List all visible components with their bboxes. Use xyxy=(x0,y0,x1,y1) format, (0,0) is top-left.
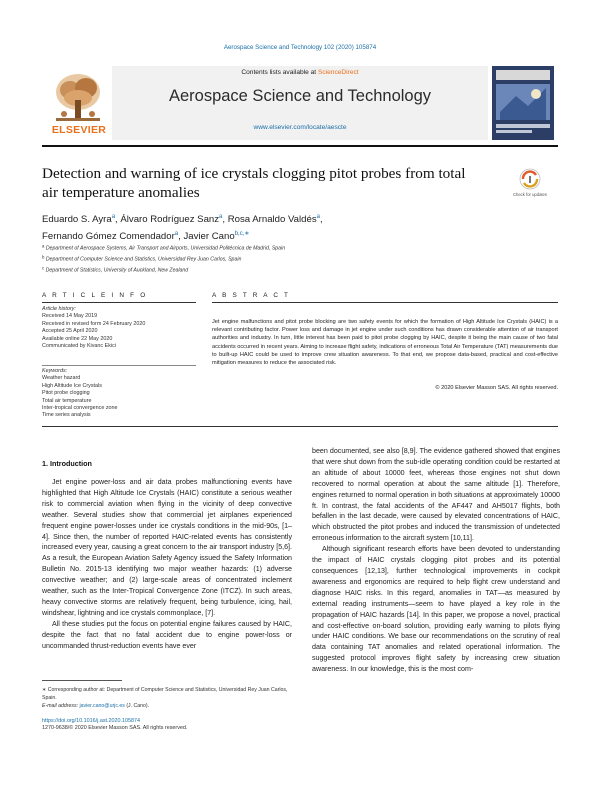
journal-homepage-link[interactable]: www.elsevier.com/locate/aescte xyxy=(253,124,347,131)
email-suffix: (J. Cano). xyxy=(126,703,150,710)
elsevier-tree-logo-icon xyxy=(48,70,108,128)
abstract-text: Jet engine malfunctions and pitot probe blocking are two safety events for which the formation of High Altitude Ice Crystals (HAIC) is a relevant contributing factor. Power loss and damage in jet engine under such conditions has drawn considerable attention of air transport authorities and industry. In turn, little interest has been paid to pitot probe clogging by HAIC, despite it being the main cause of two fatal accidents occurred in recent years. Aiming to increase flight safety, indications of erroneous Total Air Temperature (TAT) measurements due to built-up HAIC could be used to improve crew situation awareness. To that end, we propose data-based, practical and cost-effective mitigation measures to reduce the associated risk. xyxy=(212,319,558,367)
journal-reference[interactable]: Aerospace Science and Technology 102 (2020) 105874 xyxy=(223,44,377,51)
author-name[interactable]: Javier Cano xyxy=(183,231,235,243)
journal-cover-image-icon xyxy=(492,66,554,140)
article-info-heading: A R T I C L E I N F O xyxy=(42,292,148,299)
issn-line: 1270-9638/© 2020 Elsevier Masson SAS. All rights reserved. xyxy=(42,725,188,731)
front-matter-bottom-rule xyxy=(42,426,558,427)
journal-homepage-line xyxy=(112,124,488,131)
check-for-updates-label[interactable]: Check for updates xyxy=(513,192,547,197)
author-affiliation-mark: a xyxy=(111,214,116,220)
keyword-item: Total air temperature xyxy=(42,397,92,404)
affiliation-item: $^a$ Department of Aerospace Systems, Air Transport and Airports, Universidad Politécnica de Madrid, Spain xyxy=(42,243,286,252)
history-item: Received 14 May 2019 xyxy=(42,313,98,320)
section-heading-introduction: 1. Introduction xyxy=(42,459,92,468)
check-for-updates-icon[interactable] xyxy=(505,166,555,206)
keyword-item: High Altitude Ice Crystals xyxy=(42,382,102,389)
affiliation-item: $^b$ Department of Computer Science and Statistics, Universidad Rey Juan Carlos, Spain xyxy=(42,254,242,263)
keyword-item: Inter-tropical convergence zone xyxy=(42,405,118,412)
abstract-heading: A B S T R A C T xyxy=(212,292,291,299)
email-label: E-mail address: xyxy=(42,703,79,710)
corresponding-author-note: ∗ Corresponding author at: Department of Computer Science and Statistics, Universidad Rey Juan Carlos, Spain. xyxy=(42,687,288,702)
sciencedirect-link[interactable]: ScienceDirect xyxy=(317,69,359,76)
body-paragraph: been documented, see also [8,9]. The evidence gathered showed that engines that were shut down from the sub-idle operating condition could be restarted at an altitude of about 10000 feet, whereas those engines not shut down recovered to normal operation at about the same altitude [1]. Therefore, engines returned to normal operation in both situations at approximately 10000 ft. In contrast, the fatal accidents of the AF447 and AH5017 flights, both befallen in the last decade, were caused by elevated concentrations of HAIC, which obstructed the pitot probes and induced the transmission of undetected erroneous information to the aircraft system [10,11]. xyxy=(312,447,560,543)
abstract-rule xyxy=(212,302,558,303)
author-affiliation-mark: a xyxy=(174,231,179,238)
history-item: Received in revised form 24 February 2020 xyxy=(42,320,146,327)
body-paragraph: Although significant research efforts have been devoted to understanding the impact of HAIC crystals clogging pitot probes and its potential consequences [12,13], further technological improvements in cockpit awareness and ergonomics are required to help flight crew understand and diagnose HAIC risks. In this regard, anomalies in TAT—as measured by external reading instruments—seem to have played a key role in the propagation of HAIC hazards [14]. In this paper, we propose a novel, practical and cost-effective on-board solution, providing early warning to pilots flying under HAIC conditions. We base our recommendations on the scrutiny of real data containing TAT anomalies and related operational information. The suggested protocol improves flight safety by increasing crew situation awareness. In our knowledge, this is the most com- xyxy=(312,545,560,674)
publisher-logo-text: ELSEVIER xyxy=(51,124,107,136)
author-affiliation-mark: a xyxy=(219,214,223,220)
journal-title: Aerospace Science and Technology xyxy=(168,87,432,105)
abstract-copyright: © 2020 Elsevier Masson SAS. All rights reserved. xyxy=(435,385,558,391)
contents-prefix: Contents lists available at xyxy=(241,69,318,76)
affiliation-list xyxy=(42,242,542,275)
author-name[interactable]: Álvaro Rodríguez Sanz xyxy=(120,214,220,226)
keyword-item: Pitot probe clogging xyxy=(42,390,90,397)
body-paragraph: Jet engine power-loss and air data probes malfunctioning events have highlighted that High Altitude Ice Crystals (HAIC) constitute a serious weather risk to commercial aviation when flying in the vicinity of deep convective weather. Several studies show that commercial jet airplanes experienced frequent engine power-losses under ice crystals conditions in the mid-90s, [1–4]. Since then, the number of reported HAIC-related events has consistently increased every year, causing a great concern to the air transport industry [5,6]. As a result, the European Aviation Safety Agency issued the Safety Information Bulletin No. 2015-13 identifying two major weather hazards: (1) adverse convective weather; and (2) large-scale areas of concentrated inclement weather, such as the Inter-Tropical Convergence Zone (ITCZ). In such areas, heavy convective storms are relatively frequent, being turbulence, icing, hail, windshear, lightning and ice crystals commonplace, [7]. xyxy=(42,478,292,617)
keyword-item: Time series analysis xyxy=(42,412,91,419)
keyword-item: Weather hazard xyxy=(42,375,81,382)
footnote-rule xyxy=(42,680,122,681)
affiliation-item: $^c$ Department of Statistics, University of Auckland, New Zealand xyxy=(42,265,189,275)
history-item: Accepted 25 April 2020 xyxy=(42,328,98,335)
email-note xyxy=(42,702,292,710)
doi-link[interactable]: https://doi.org/10.1016/j.ast.2020.105874 xyxy=(42,718,141,724)
contents-available-line xyxy=(112,69,488,76)
email-link[interactable]: javier.cano@urjc.es xyxy=(79,703,125,710)
keywords-divider xyxy=(42,365,196,366)
article-info-rule xyxy=(42,302,196,303)
keywords-panel xyxy=(42,368,212,420)
footnote-block xyxy=(42,686,292,711)
author-name[interactable]: Rosa Arnaldo Valdés xyxy=(227,214,317,226)
header-rule xyxy=(42,145,558,147)
article-title: Detection and warning of ice crystals clogging pitot probes from total air temperature anomalies xyxy=(42,165,466,201)
body-column-right xyxy=(312,446,560,675)
author-affiliation-mark: a xyxy=(316,214,320,220)
history-item: Communicated by Kivanc Ekici xyxy=(42,343,117,350)
history-item: Available online 22 May 2020 xyxy=(42,335,113,342)
author-affiliation-mark: b,c,∗ xyxy=(234,231,250,238)
history-label: Article history: xyxy=(42,306,76,312)
article-info-panel xyxy=(42,306,212,350)
author-name[interactable]: Eduardo S. Ayra xyxy=(42,214,112,226)
author-name[interactable]: Fernando Gómez Comendador xyxy=(42,231,175,243)
author-list: Eduardo S. Ayra$^a$, Álvaro Rodríguez Sanz$^a$, Rosa Arnaldo Valdés$^a$, Fernando Gómez Comendador$^a$, Javier Cano$^{b,c,∗}$ xyxy=(42,214,323,243)
keywords-label: Keywords: xyxy=(42,368,68,374)
body-paragraph: All these studies put the focus on potential engine failures caused by HAIC, despite the fact that no fatal accident due to engine power-loss or uncommanded thrust-reduction events have ever xyxy=(42,619,292,650)
body-column-left xyxy=(42,477,292,652)
